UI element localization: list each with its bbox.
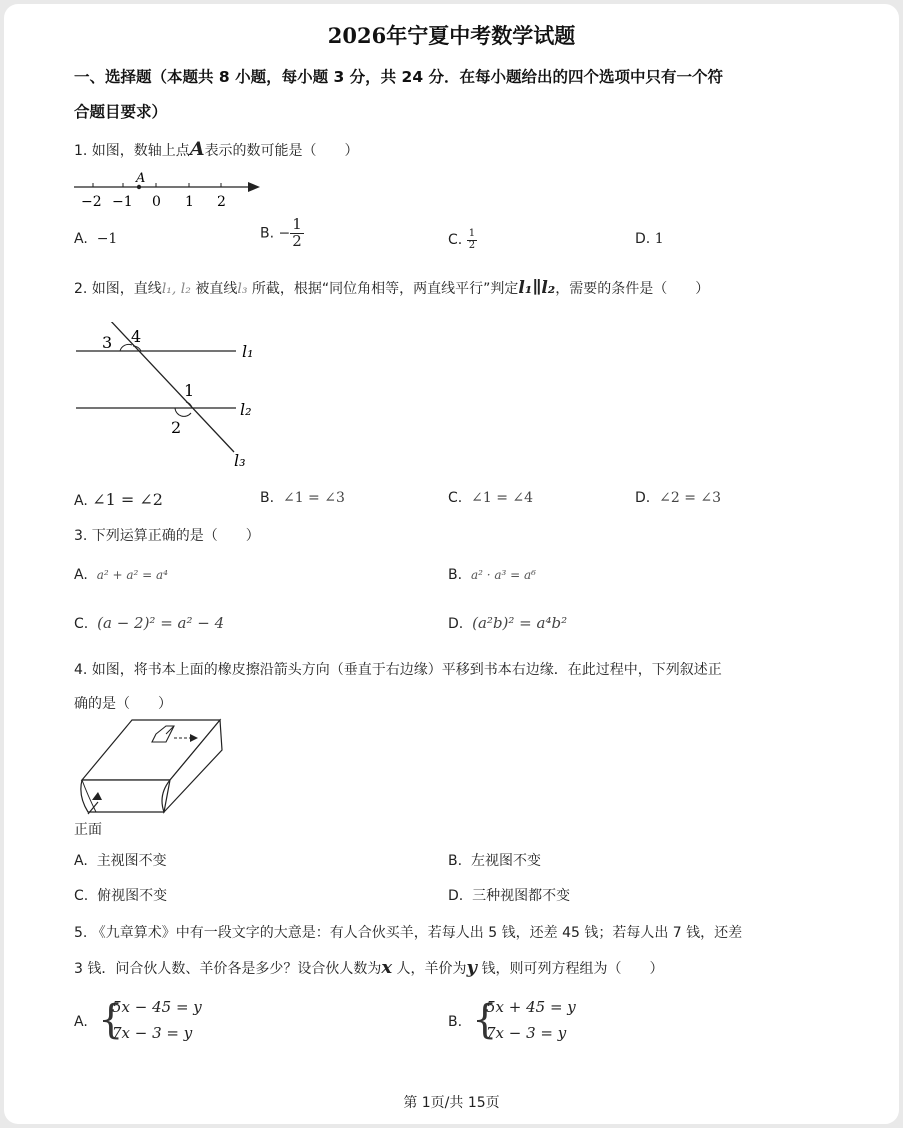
question-4-stem-line1: 4. 如图，将书本上面的橡皮擦沿箭头方向（垂直于右边缘）平移到书本右边缘．在此过程中，下列叙述正 <box>74 662 722 678</box>
q5-a-equation-2: 7x − 3 = y <box>112 1024 193 1042</box>
q2-option-c[interactable]: C. ∠1 = ∠4 <box>448 490 534 506</box>
tick-label: 1 <box>185 194 194 210</box>
book-figure <box>74 716 244 816</box>
line-label-l3: l₃ <box>234 451 246 470</box>
angle-label-2: 2 <box>171 418 182 437</box>
q3-option-a[interactable]: A. a² + a² = a⁴ <box>74 567 168 583</box>
q2-option-d[interactable]: D. ∠2 = ∠3 <box>635 490 722 506</box>
q4-option-c[interactable]: C. 俯视图不变 <box>74 888 168 904</box>
q5-b-equation-2: 7x − 3 = y <box>486 1024 567 1042</box>
q5-a-equation-1: 5x − 45 = y <box>112 998 202 1016</box>
line-label-l1: l₁ <box>242 342 254 361</box>
q2-option-b[interactable]: B. ∠1 = ∠3 <box>260 490 345 506</box>
q1-option-a[interactable]: A. −1 <box>74 231 118 247</box>
q1-option-b[interactable]: B. − $\frac{1}{2}$ <box>260 215 302 250</box>
angle-label-1: 1 <box>184 381 195 400</box>
parallel-lines-figure <box>70 322 270 472</box>
question-2-stem: 2. 如图，直线l₁, l₂ 被直线l₃ 所截，根据“同位角相等，两直线平行”判定l₁∥l₂，需要的条件是（ ） <box>74 278 710 298</box>
angle-label-4: 4 <box>131 327 142 346</box>
q4-option-a[interactable]: A. 主视图不变 <box>74 853 167 869</box>
line-label-l2: l₂ <box>240 400 252 419</box>
point-a-label: A <box>136 171 146 186</box>
section-heading-line2: 合题目要求） <box>74 103 168 121</box>
q1-option-d[interactable]: D. 1 <box>635 231 664 247</box>
section-heading-line1: 一、选择题（本题共 8 小题，每小题 3 分，共 24 分．在每小题给出的四个选项中只有一个符 <box>74 68 724 86</box>
tick-label: 0 <box>152 194 161 210</box>
q4-option-b[interactable]: B. 左视图不变 <box>448 853 541 869</box>
q3-option-c[interactable]: C. (a − 2)² = a² − 4 <box>74 614 225 632</box>
q3-option-d[interactable]: D. (a²b)² = a⁴b² <box>448 614 568 632</box>
q5-b-equation-1: 5x + 45 = y <box>486 998 576 1016</box>
angle-label-3: 3 <box>102 333 113 352</box>
question-3-stem: 3. 下列运算正确的是（ ） <box>74 528 260 544</box>
q4-option-d[interactable]: D. 三种视图都不变 <box>448 888 571 904</box>
q1-option-c[interactable]: C. $\frac{1}{2}$ <box>448 228 476 251</box>
q3-option-b[interactable]: B. a² · a³ = a⁶ <box>448 567 536 583</box>
question-4-stem-line2: 确的是（ ） <box>74 696 172 712</box>
tick-label: 2 <box>217 194 226 210</box>
page-title: 2026年宁夏中考数学试题 <box>327 23 576 48</box>
question-5-stem-line1: 5. 《九章算术》中有一段文字的大意是：有人合伙买羊，若每人出 5 钱，还差 45 钱；若每人出 7 钱，还差 <box>74 925 743 941</box>
number-line-figure <box>70 169 270 211</box>
q2-option-a[interactable]: A. ∠1 = ∠2 <box>74 490 163 509</box>
question-5-stem-line2: 3 钱．问合伙人数、羊价各是多少？设合伙人数为x 人，羊价为y 钱，则可列方程组为（ ） <box>74 957 664 978</box>
tick-label: −1 <box>112 194 133 210</box>
angle-arc-2 <box>175 408 191 416</box>
tick-label: −2 <box>81 194 102 210</box>
page-footer: 第 1页/共 15页 <box>403 1095 500 1111</box>
question-1-stem: 1. 如图，数轴上点A表示的数可能是（ ） <box>74 138 359 160</box>
front-view-label: 正面 <box>74 822 102 838</box>
exam-page: 2026年宁夏中考数学试题 一、选择题（本题共 8 小题，每小题 3 分，共 24 分．在每小题给出的四个选项中只有一个符 合题目要求） 1. 如图，数轴上点A表示的数可能是（ ） A −2 −1 0 1 2 A. −1 B. − $\frac{1}{2}$ C. $\frac{1}{2}$ D. 1 2. 如图，直线l₁, l₂ 被直线l₃ 所截，根据“同位角相等，两直线平行”判定l₁∥l₂，需要的条件是（ ） 3 4 1 2 l₁ l₂ l₃ A. ∠1 = ∠2 B. ∠1 = ∠3 C. ∠1 = ∠4 D. ∠2 = ∠3 3. 下列运算正确的是（ ） A. a² + a² = a⁴ B. a² · a³ = a⁶ C. (a − 2)² = a² − 4 D. (a²b)² = a⁴b² 4. 如图，将书本上面的橡皮擦沿箭头方向（垂直于右边缘）平移到书本右边缘．在此过程中，下列叙述正 确的是（ ） 正面 A. 主视图不变 B. 左视图不变 C. 俯视图不变 D. 三种视图都不变 5. 《九章算术》中有一段文字的大意是：有人合伙买羊，若每人出 5 钱，还差 45 钱；若每人出 7 钱，还差 3 钱．问合伙人数、羊价各是多少？设合伙人数为x 人，羊价为y 钱，则可列方程组为（ ） A. { 5x − 45 = y 7x − 3 = y B. { 5x + 45 = y 7x − 3 = y 第 1页/共 15页 <box>4 4 899 1124</box>
number-line-arrow <box>248 182 260 192</box>
